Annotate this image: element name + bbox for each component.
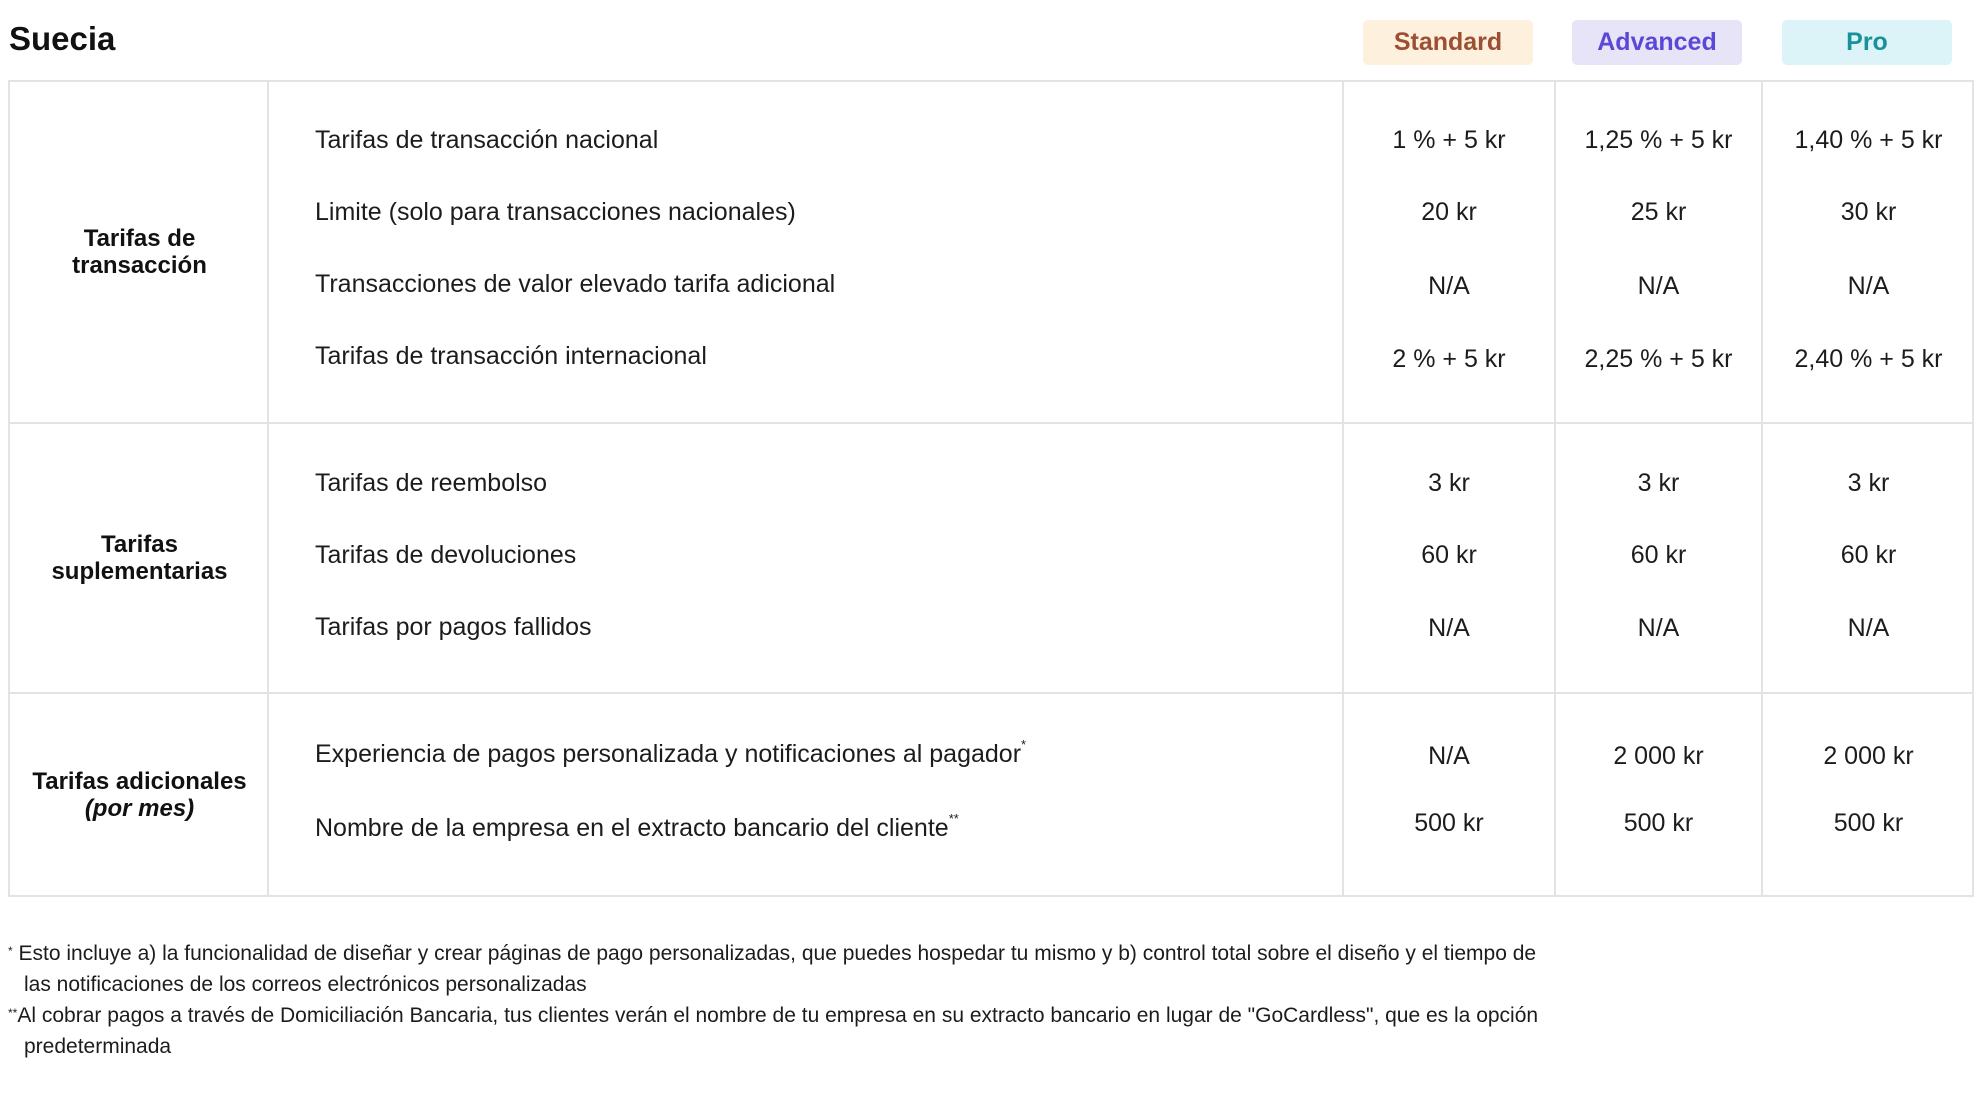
pricing-table xyxy=(8,80,1974,897)
cell-standard: 60 kr xyxy=(1421,541,1477,569)
cell-standard: 2 % + 5 kr xyxy=(1392,345,1506,373)
cell-pro: 500 kr xyxy=(1833,809,1904,837)
country-title: Suecia xyxy=(9,20,116,57)
cell-pro: 60 kr xyxy=(1840,541,1897,569)
row-label: Experiencia de pagos personalizada y notificaciones al pagador* xyxy=(315,737,1027,768)
cell-pro: 1,40 % + 5 kr xyxy=(1794,126,1943,154)
section-supplementary-fees xyxy=(8,422,1974,694)
row-label: Tarifas de transacción nacional xyxy=(315,126,659,154)
cell-advanced: 2 000 kr xyxy=(1613,742,1704,770)
cell-pro: 3 kr xyxy=(1847,469,1890,497)
cell-advanced: N/A xyxy=(1637,272,1680,300)
cell-standard: 500 kr xyxy=(1414,809,1484,837)
cell-pro: 2,40 % + 5 kr xyxy=(1794,345,1943,373)
row-label: Limite (solo para transacciones nacionales) xyxy=(315,198,796,226)
row-label: Transacciones de valor elevado tarifa adicional xyxy=(315,270,836,298)
footnote-1: * Esto incluye a) la funcionalidad de diseñar y crear páginas de pago personalizadas, que puedes hospedar tu mismo y b) control total sobre el diseño y el tiempo de las notificaciones de los correos electrónicos personalizadas xyxy=(8,942,1537,996)
cell-standard: 1 % + 5 kr xyxy=(1392,126,1506,154)
cell-standard: N/A xyxy=(1428,742,1470,770)
plan-badge-pro: Pro xyxy=(1782,20,1952,65)
row-label: Nombre de la empresa en el extracto bancario del cliente** xyxy=(315,811,959,842)
cell-pro: 2 000 kr xyxy=(1823,742,1914,770)
cell-standard: N/A xyxy=(1428,272,1470,300)
row-label: Tarifas de transacción internacional xyxy=(315,342,707,370)
plan-badge-standard: Standard xyxy=(1363,20,1533,65)
cell-advanced: 1,25 % + 5 kr xyxy=(1584,126,1733,154)
footnote-2: **Al cobrar pagos a través de Domiciliación Bancaria, tus clientes verán el nombre de tu empresa en su extracto bancario en lugar de "GoCardless", que es la opción predeterminada xyxy=(8,1004,1539,1058)
plan-badge-advanced: Advanced xyxy=(1572,20,1742,65)
section-transaction-fees xyxy=(8,80,1974,424)
section-additional-fees xyxy=(8,692,1974,897)
row-label: Tarifas de reembolso xyxy=(315,469,548,497)
cell-standard: 20 kr xyxy=(1421,198,1477,226)
cell-pro: 30 kr xyxy=(1840,198,1897,226)
cell-advanced: 60 kr xyxy=(1630,541,1687,569)
cell-advanced: 3 kr xyxy=(1637,469,1680,497)
cell-pro: N/A xyxy=(1847,614,1890,642)
category-label: Tarifas suplementarias xyxy=(51,531,228,585)
row-label: Tarifas por pagos fallidos xyxy=(315,613,592,641)
cell-advanced: 2,25 % + 5 kr xyxy=(1584,345,1733,373)
cell-advanced: 25 kr xyxy=(1630,198,1687,226)
cell-pro: N/A xyxy=(1847,272,1890,300)
cell-advanced: 500 kr xyxy=(1623,809,1694,837)
cell-standard: 3 kr xyxy=(1428,469,1470,497)
cell-standard: N/A xyxy=(1428,614,1470,642)
cell-advanced: N/A xyxy=(1637,614,1680,642)
category-label: Tarifas de transacción xyxy=(72,225,207,279)
row-label: Tarifas de devoluciones xyxy=(315,541,577,569)
category-label: Tarifas adicionales (por mes) xyxy=(32,767,247,822)
